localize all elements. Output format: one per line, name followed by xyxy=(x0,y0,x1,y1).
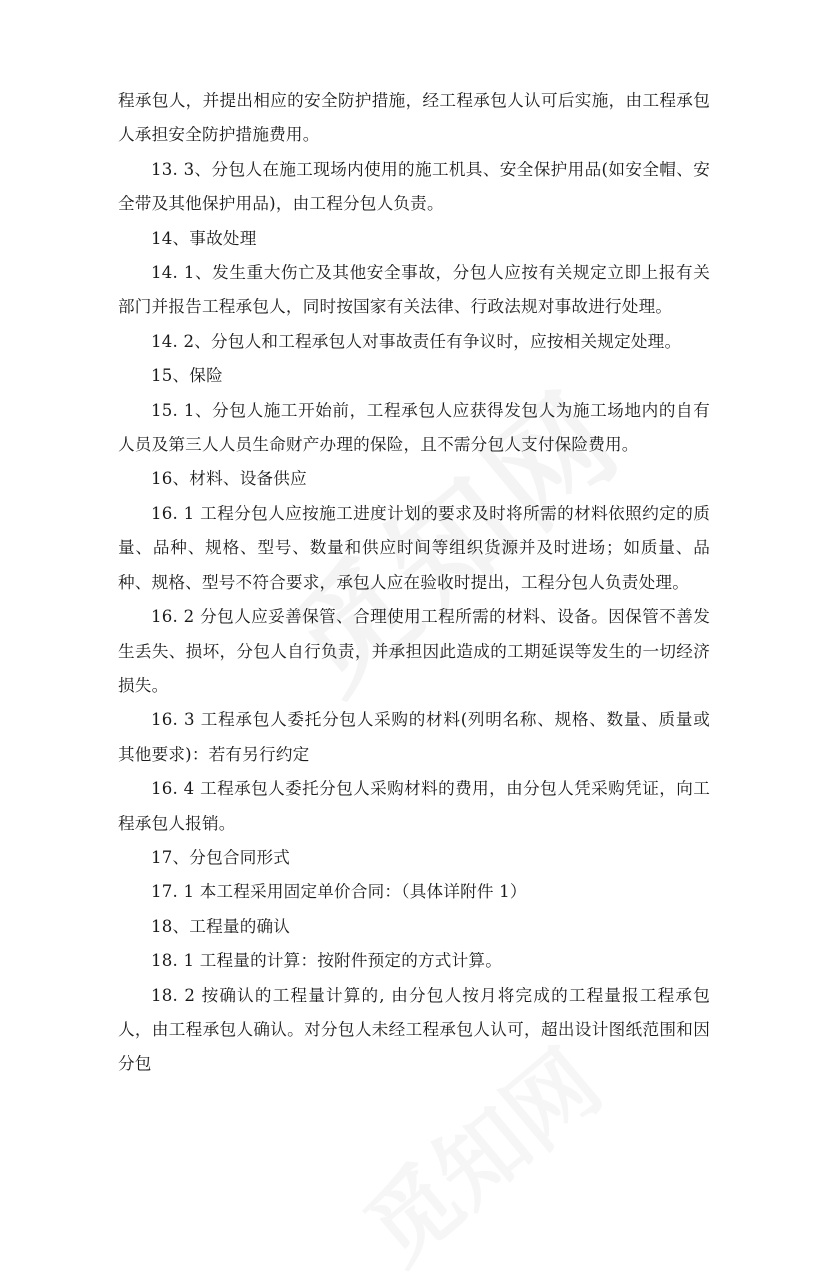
paragraph-clause-13-3: 13. 3、分包人在施工现场内使用的施工机具、安全保护用品(如安全帽、安全带及其他保护用品)，由工程分包人负责。 xyxy=(118,159,710,214)
paragraph-clause-17-1: 17. 1 本工程采用固定单价合同：（具体详附件 1） xyxy=(151,882,527,902)
section-heading-18: 18、工程量的确认 xyxy=(151,916,291,936)
section-heading-15: 15、保险 xyxy=(151,366,223,386)
paragraph-clause-16-2: 16. 2 分包人应妥善保管、合理使用工程所需的材料、设备。因保管不善发生丢失、损坏，分包人自行负责，并承担因此造成的工期延误等发生的一切经济损失。 xyxy=(118,607,710,695)
section-heading-14: 14、事故处理 xyxy=(151,228,257,248)
section-heading-17: 17、分包合同形式 xyxy=(151,847,291,867)
paragraph-clause-16-4: 16. 4 工程承包人委托分包人采购材料的费用，由分包人凭采购凭证，向工程承包人报销。 xyxy=(118,779,710,833)
paragraph-clause-14-2: 14. 2、分包人和工程承包人对事故责任有争议时，应按相关规定处理。 xyxy=(151,331,682,351)
paragraph-clause-14-1: 14. 1、发生重大伤亡及其他安全事故，分包人应按有关规定立即上报有关部门并报告工程承包人，同时按国家有关法律、行政法规对事故进行处理。 xyxy=(118,263,710,317)
paragraph: 程承包人，并提出相应的安全防护措施，经工程承包人认可后实施，由工程承包人承担安全防护措施费用。 xyxy=(118,91,710,145)
paragraph-clause-16-1: 16. 1 工程分包人应按施工进度计划的要求及时将所需的材料依照约定的质量、品种、规格、型号、数量和供应时间等组织货源并及时进场；如质量、品种、规格、型号不符合要求，承包人应在验收时提出，工程分包人负责处理。 xyxy=(118,503,710,592)
paragraph-clause-16-3: 16. 3 工程承包人委托分包人采购的材料(列明名称、规格、数量、质量或其他要求)：若有另行约定 xyxy=(118,710,710,764)
section-heading-16: 16、材料、设备供应 xyxy=(151,469,307,489)
paragraph-clause-18-2: 18. 2 按确认的工程量计算的, 由分包人按月将完成的工程量报工程承包人，由工程承包人确认。对分包人未经工程承包人认可，超出设计图纸范围和因分包 xyxy=(118,985,710,1074)
document-body xyxy=(118,84,710,1082)
paragraph-clause-18-1: 18. 1 工程量的计算：按附件预定的方式计算。 xyxy=(151,951,502,971)
paragraph-clause-15-1: 15. 1、分包人施工开始前，工程承包人应获得发包人为施工场地内的自有人员及第三人人员生命财产办理的保险，且不需分包人支付保险费用。 xyxy=(118,400,710,455)
